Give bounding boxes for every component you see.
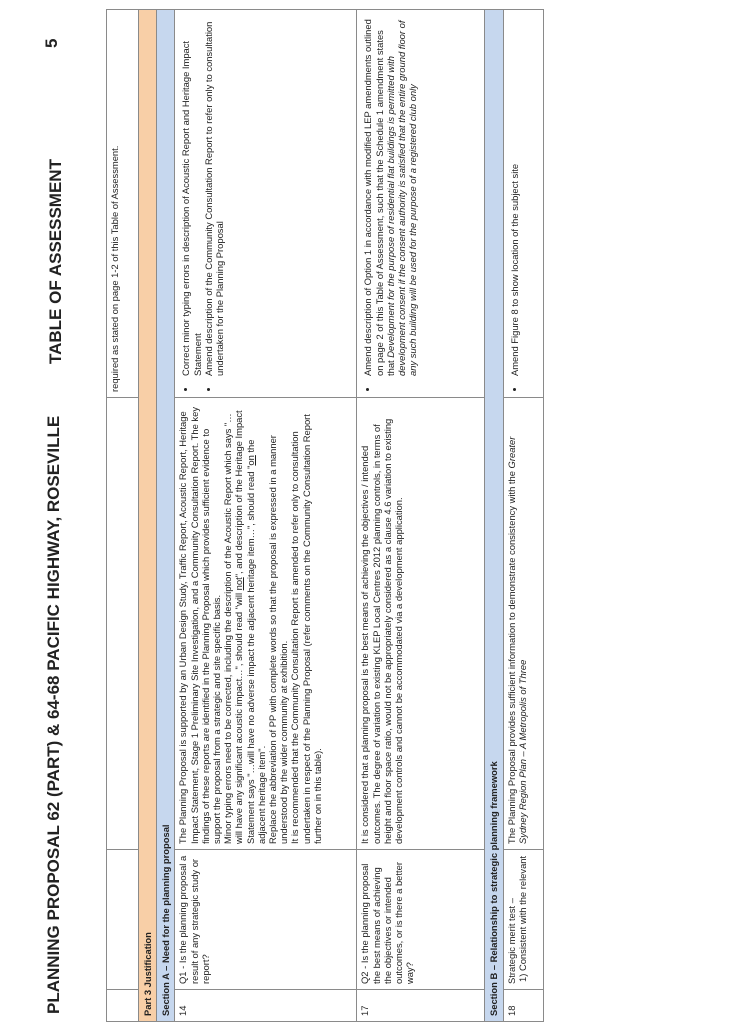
assessment-paragraph: The Planning Proposal is supported by an Urban Design Study, Traffic Report, Acoustic Report, Heritage Impact Statement, Stage 1 Preliminary Site Investigation, and a Community Consultation Report. The key findings of these reports are identified in the Planning Proposal which provides sufficient evidence to support the proposal from a strategic and site specific basis. — [177, 406, 223, 844]
assessment-text: the adjacent heritage item". — [244, 439, 267, 844]
amendment-list — [362, 15, 418, 392]
assessment-paragraph: It is recommended that the Community Consultation Report is amended to refer only to consultation undertaken in respect of the Planning Proposal (refer comments on the Community Consultation Report further on in this table). — [289, 414, 323, 844]
assessment-table — [106, 9, 544, 1022]
section-b-heading-row — [485, 10, 503, 1022]
assessment-text: The Planning Proposal provides sufficient information to demonstrate consistency with the — [505, 468, 517, 844]
question-line: 1) Consistent with the relevant — [516, 855, 528, 982]
assessment-italic-text: Greater Sydney Region Plan – A Metropolis of Three — [505, 436, 528, 844]
carry-assessment-cell — [107, 398, 139, 850]
table-row — [175, 10, 357, 1022]
section-b-heading: Section B – Relationship to strategic planning framework — [485, 10, 503, 1022]
row-question: Q2 - Is the planning proposal the best means of achieving the objectives or intended outcomes, or is there a better way? — [357, 850, 485, 990]
amendment-italic-text: Development for the purpose of residential flat buildings is permitted with development consent if the consent authority is satisfied that the entire ground floor of any such building will be used for the purpose of a registered club only — [384, 20, 419, 376]
table-row — [107, 10, 139, 1022]
part-heading: Part 3 Justification — [139, 10, 157, 1022]
row-amendment — [357, 10, 485, 398]
amendment-item: • Correct minor typing errors in description of Acoustic Report and Heritage Impact Statement — [180, 15, 202, 378]
row-amendment — [175, 10, 357, 398]
assessment-paragraph: Replace the abbreviation of PP with complete words so that the proposal is expressed in a manner understood by the wider community at exhibition. — [267, 435, 290, 844]
amendment-item: • Amend Figure 8 to show location of the subject site — [509, 15, 520, 378]
carry-question-cell — [107, 850, 139, 990]
assessment-paragraph — [222, 403, 267, 844]
carry-number-cell — [107, 990, 139, 1022]
section-a-heading: Section A – Need for the planning proposal — [157, 10, 175, 1022]
row-assessment — [503, 398, 543, 850]
row-question: Q1 - Is the planning proposal a result of any strategic study or report? — [175, 850, 357, 990]
amendment-text: Amend description of Option 1 in accordance with modified LEP amendments outlined on page 2 of this Table of Assessment, such that the Schedule 1 amendment states that — [362, 19, 396, 376]
row-number: 17 — [357, 990, 485, 1022]
carry-amendment-cell: required as stated on page 1-2 of this Table of Assessment. — [107, 10, 139, 398]
assessment-text: Minor typing errors need to be corrected, including the description of the Acoustic Report which says "…will have any significant acoustic impact…", should read "will — [222, 413, 245, 844]
document-title: PLANNING PROPOSAL 62 (PART) & 64-68 PACIFIC HIGHWAY, ROSEVILLE — [44, 415, 63, 1014]
row-question — [503, 850, 543, 990]
table-row — [503, 10, 543, 1022]
section-title-text: TABLE OF ASSESSMENT — [46, 159, 65, 364]
page-number: 5 — [42, 38, 61, 48]
amendment-item — [362, 15, 418, 378]
underlined-word: on — [244, 455, 256, 466]
section-a-heading-row — [157, 10, 175, 1022]
section-title — [42, 14, 66, 364]
row-number: 14 — [175, 990, 357, 1022]
row-assessment — [175, 398, 357, 850]
amendment-list — [180, 15, 225, 392]
part-heading-row — [139, 10, 157, 1022]
amendment-list — [509, 15, 520, 392]
underlined-word: not — [233, 577, 245, 591]
row-amendment — [503, 10, 543, 398]
table-row — [357, 10, 485, 1022]
amendment-item: • Amend description of the Community Consultation Report to refer only to consultation undertaken for the Planning Proposal — [203, 15, 225, 378]
question-line: Strategic merit test – — [505, 898, 517, 984]
assessment-text: ", and description of the Heritage Impact Statement says "…will have no adverse impact the adjacent heritage item…", should read " — [233, 410, 256, 844]
row-assessment: It is considered that a planning proposal is the best means of achieving the objectives / intended outcomes. The degree of variation to existing KLEP Local Centres 2012 planning controls, in terms of height and floor space ratio, would not be appropriately considered as a clause 4.6 variation to existing development controls and cannot be accommodated via a development application. — [357, 398, 485, 850]
row-number: 18 — [503, 990, 543, 1022]
